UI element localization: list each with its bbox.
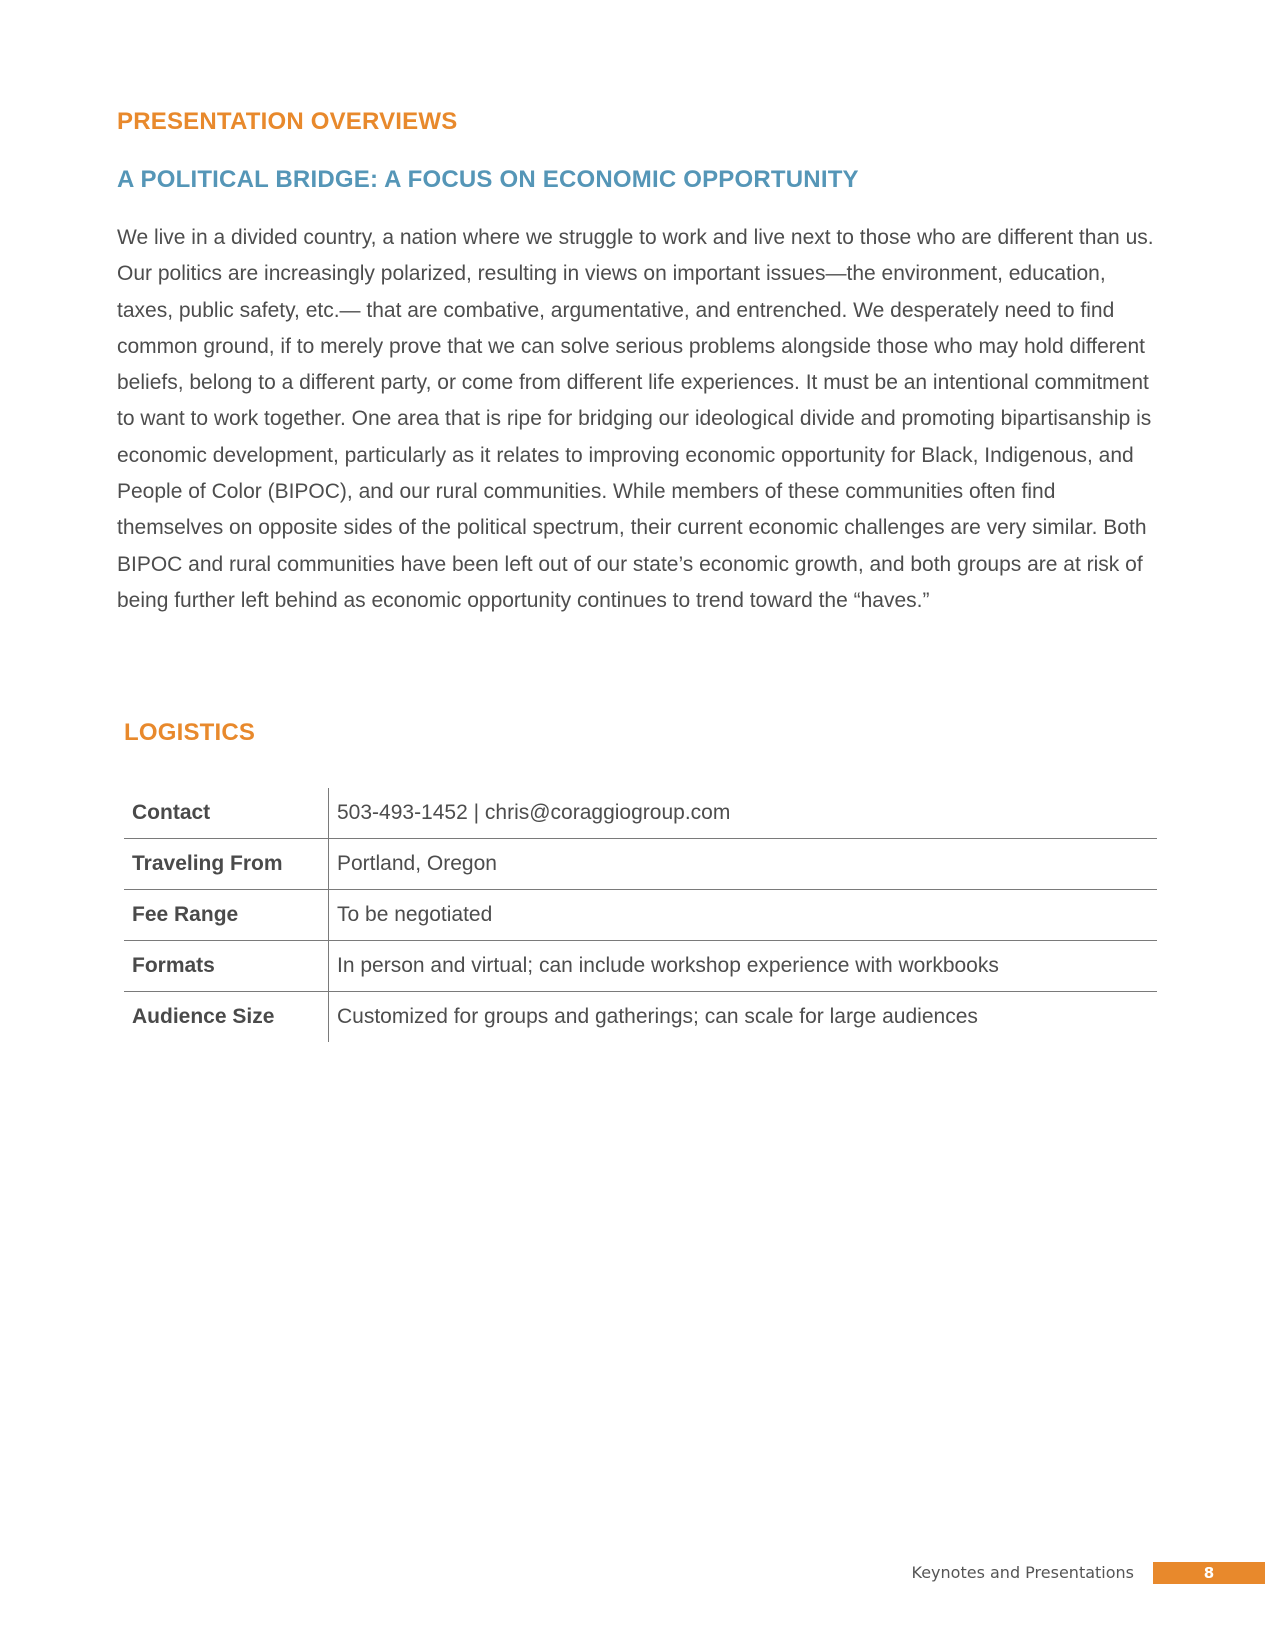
table-row <box>124 839 1157 890</box>
traveling-from-value: Portland, Oregon <box>329 839 1158 890</box>
contact-value: 503-493-1452 | chris@coraggiogroup.com <box>337 801 731 824</box>
audience-size-value: Customized for groups and gatherings; can scale for large audiences <box>329 992 1158 1043</box>
table-row <box>124 788 1157 839</box>
presentation-description: We live in a divided country, a nation where we struggle to work and live next to those who are different than us. Our politics are increasingly polarized, resulting in views on important issues—the environment, education, taxes, public safety, etc.— that are combative, argumentative, and entrenched. We desperately need to find common ground, if to merely prove that we can solve serious problems alongside those who may hold different beliefs, belong to a different party, or come from different life experiences. It must be an intentional commitment to want to work together. One area that is ripe for bridging our ideological divide and promoting bipartisanship is economic development, particularly as it relates to improving economic opportunity for Black, Indigenous, and People of Color (BIPOC), and our rural communities. While members of these communities often find themselves on opposite sides of the political spectrum, their current economic challenges are very similar. Both BIPOC and rural communities have been left out of our state’s economic growth, and both groups are at risk of being further left behind as economic opportunity continues to trend toward the “haves.” <box>117 226 1154 612</box>
formats-label: Formats <box>124 941 329 992</box>
table-row <box>124 941 1157 992</box>
presentation-title: A POLITICAL BRIDGE: A FOCUS ON ECONOMIC OPPORTUNITY <box>117 166 859 193</box>
section-heading: PRESENTATION OVERVIEWS <box>117 108 458 135</box>
page-number: 8 <box>1153 1562 1265 1584</box>
formats-value: In person and virtual; can include workshop experience with workbooks <box>329 941 1158 992</box>
logistics-table <box>124 788 1157 1042</box>
traveling-from-label: Traveling From <box>124 839 329 890</box>
fee-range-value: To be negotiated <box>329 890 1158 941</box>
table-row <box>124 992 1157 1043</box>
footer-label: Keynotes and Presentations <box>911 1563 1134 1582</box>
logistics-heading: LOGISTICS <box>124 719 256 746</box>
contact-label: Contact <box>124 788 329 839</box>
audience-size-label: Audience Size <box>124 992 329 1043</box>
fee-range-label: Fee Range <box>124 890 329 941</box>
table-row <box>124 890 1157 941</box>
